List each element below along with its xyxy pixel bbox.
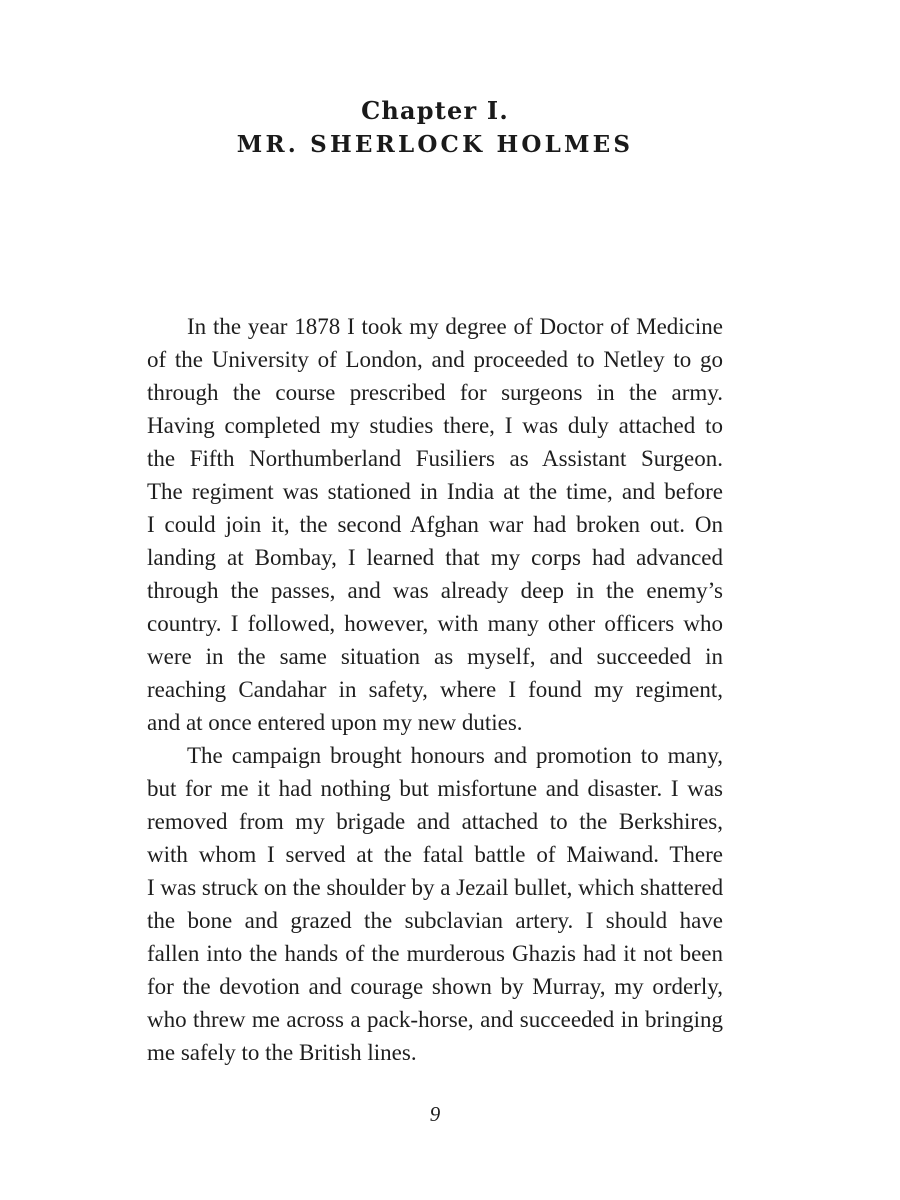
chapter-number: Chapter I.: [361, 96, 509, 125]
text-line: for the devotion and courage shown by Murray, my orderly,: [147, 974, 723, 999]
text-line: removed from my brigade and attached to the Berkshires,: [147, 809, 723, 834]
chapter-title: MR. SHERLOCK HOLMES: [236, 131, 634, 158]
text-line: country. I followed, however, with many other officers who: [147, 611, 723, 636]
text-line: who threw me across a pack-horse, and succeeded in bringing: [147, 1007, 723, 1032]
text-line: me safely to the British lines.: [147, 1040, 417, 1065]
text-line: were in the same situation as myself, and succeeded in: [147, 644, 723, 669]
text-line: of the University of London, and proceeded to Netley to go: [147, 347, 723, 372]
text-line: the bone and grazed the subclavian artery. I should have: [147, 908, 723, 933]
text-line: I could join it, the second Afghan war had broken out. On: [147, 512, 723, 537]
text-line: reaching Candahar in safety, where I found my regiment,: [147, 677, 723, 702]
paragraph-1: [147, 310, 723, 739]
text-line: The regiment was stationed in India at the time, and before: [147, 479, 723, 504]
text-line: landing at Bombay, I learned that my corps had advanced: [147, 545, 723, 570]
text-line: but for me it had nothing but misfortune and disaster. I was: [147, 776, 723, 801]
page-number: 9: [429, 1102, 441, 1126]
paragraph-2: [147, 739, 723, 1069]
text-line: the Fifth Northumberland Fusiliers as Assistant Surgeon.: [147, 446, 723, 471]
chapter-heading: [0, 94, 870, 162]
text-line: Having completed my studies there, I was duly attached to: [147, 413, 723, 438]
text-line: through the course prescribed for surgeons in the army.: [147, 380, 723, 405]
text-line: with whom I served at the fatal battle of Maiwand. There: [147, 842, 723, 867]
text-line: fallen into the hands of the murderous Ghazis had it not been: [147, 941, 723, 966]
text-line: through the passes, and was already deep in the enemy’s: [147, 578, 723, 603]
text-line: and at once entered upon my new duties.: [147, 710, 523, 735]
text-line: In the year 1878 I took my degree of Doctor of Medicine: [187, 314, 723, 339]
text-line: The campaign brought honours and promotion to many,: [187, 743, 723, 768]
text-line: I was struck on the shoulder by a Jezail bullet, which shattered: [147, 875, 724, 900]
body-text: [147, 310, 723, 1069]
